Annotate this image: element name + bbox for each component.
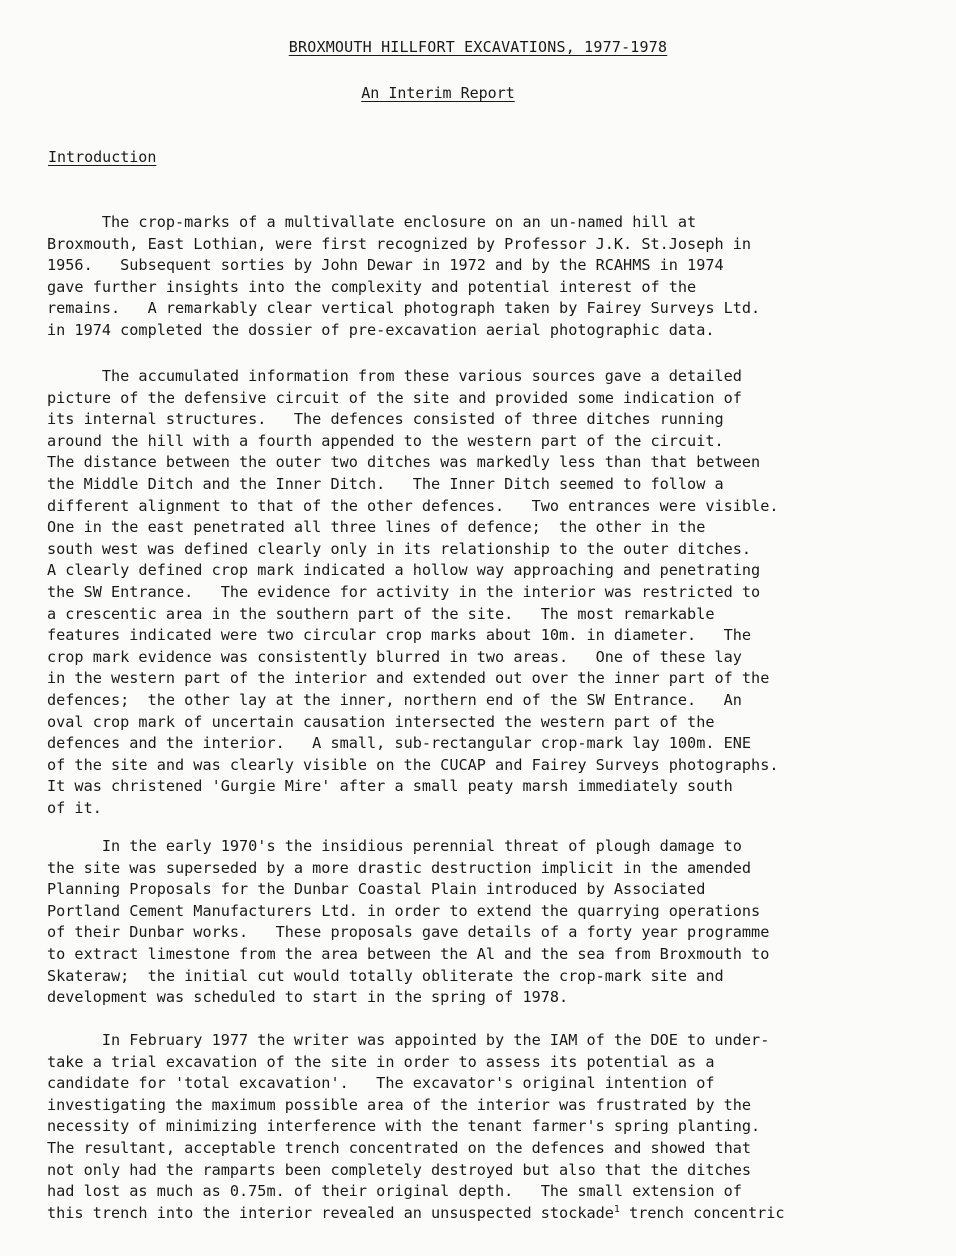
text-line: 1956. Subsequent sorties by John Dewar in 1972 and by the RCAHMS in 1974: [47, 256, 724, 275]
text-line: the SW Entrance. The evidence for activity in the interior was restricted to: [47, 582, 761, 601]
paragraph-1: [47, 212, 927, 342]
text-line: the Middle Ditch and the Inner Ditch. The Inner Ditch seemed to follow a: [47, 474, 724, 493]
text-line: different alignment to that of the other defences. Two entrances were visible.: [47, 496, 779, 515]
text-line: its internal structures. The defences consisted of three ditches running: [47, 410, 724, 429]
text-line: It was christened 'Gurgie Mire' after a small peaty marsh immediately south: [47, 777, 733, 796]
text-line: picture of the defensive circuit of the site and provided some indication of: [47, 388, 742, 407]
text-line: development was scheduled to start in the spring of 1978.: [47, 988, 569, 1007]
text-line: In the early 1970's the insidious perennial threat of plough damage to: [47, 837, 742, 855]
text-line: gave further insights into the complexity and potential interest of the: [47, 277, 697, 296]
paragraph-4: [47, 1030, 927, 1224]
paragraph-2: [47, 366, 927, 819]
text-line: to extract limestone from the area between the Al and the sea from Broxmouth to: [47, 944, 770, 963]
text-line: take a trial excavation of the site in order to assess its potential as a: [47, 1052, 715, 1071]
text-line: in 1974 completed the dossier of pre-excavation aerial photographic data.: [47, 320, 715, 339]
document-subtitle: [0, 84, 876, 102]
document-title-text: BROXMOUTH HILLFORT EXCAVATIONS, 1977-1978: [288, 38, 668, 56]
text-line: In February 1977 the writer was appointed by the IAM of the DOE to under-: [47, 1031, 770, 1049]
text-line: Portland Cement Manufacturers Ltd. in order to extend the quarrying operations: [47, 901, 761, 920]
text-line: in the western part of the interior and extended out over the inner part of the: [47, 669, 770, 688]
text-line: The crop-marks of a multivallate enclosure on an un-named hill at: [47, 213, 697, 231]
text-line: of their Dunbar works. These proposals gave details of a forty year programme: [47, 923, 770, 942]
section-heading-text: Introduction: [48, 148, 157, 166]
text-line: crop mark evidence was consistently blurred in two areas. One of these lay: [47, 647, 742, 666]
text-line: Planning Proposals for the Dunbar Coastal Plain introduced by Associated: [47, 880, 706, 899]
text-line: One in the east penetrated all three lines of defence; the other in the: [47, 518, 706, 537]
section-heading: [48, 148, 156, 166]
text-line: had lost as much as 0.75m. of their original depth. The small extension of: [47, 1182, 742, 1201]
text-line: this trench into the interior revealed an unsuspected stockade: [47, 1203, 614, 1222]
footnote-marker: 1: [613, 1203, 620, 1215]
text-line: features indicated were two circular crop marks about 10m. in diameter. The: [47, 626, 752, 645]
text-line: oval crop mark of uncertain causation intersected the western part of the: [47, 712, 715, 731]
text-line: Broxmouth, East Lothian, were first recognized by Professor J.K. St.Joseph in: [47, 234, 752, 253]
text-line: investigating the maximum possible area of the interior was frustrated by the: [47, 1095, 752, 1114]
text-line: of it.: [47, 798, 102, 817]
paragraph-3: [47, 836, 927, 1009]
text-line: the site was superseded by a more drastic destruction implicit in the amended: [47, 858, 752, 877]
text-line: remains. A remarkably clear vertical photograph taken by Fairey Surveys Ltd.: [47, 299, 761, 318]
document-title: [0, 38, 956, 56]
text-line: The resultant, acceptable trench concentrated on the defences and showed that: [47, 1138, 752, 1157]
text-line: Skateraw; the initial cut would totally obliterate the crop-mark site and: [47, 966, 724, 985]
text-line: around the hill with a fourth appended to the western part of the circuit.: [47, 431, 724, 450]
text-line-tail: trench concentric: [619, 1203, 785, 1222]
text-line: necessity of minimizing interference with the tenant farmer's spring planting.: [47, 1117, 761, 1136]
text-line: south west was defined clearly only in its relationship to the outer ditches.: [47, 539, 752, 558]
text-line: candidate for 'total excavation'. The excavator's original intention of: [47, 1074, 715, 1093]
text-line: a crescentic area in the southern part of the site. The most remarkable: [47, 604, 715, 623]
text-line: The accumulated information from these various sources gave a detailed: [47, 367, 742, 385]
text-line: defences and the interior. A small, sub-rectangular crop-mark lay 100m. ENE: [47, 734, 752, 753]
text-line: The distance between the outer two ditches was markedly less than that between: [47, 453, 761, 472]
text-line: of the site and was clearly visible on the CUCAP and Fairey Surveys photographs.: [47, 755, 779, 774]
document-subtitle-text: An Interim Report: [361, 84, 515, 102]
text-line: A clearly defined crop mark indicated a hollow way approaching and penetrating: [47, 561, 761, 580]
text-line: not only had the ramparts been completely destroyed but also that the ditches: [47, 1160, 752, 1179]
text-line: defences; the other lay at the inner, northern end of the SW Entrance. An: [47, 690, 742, 709]
